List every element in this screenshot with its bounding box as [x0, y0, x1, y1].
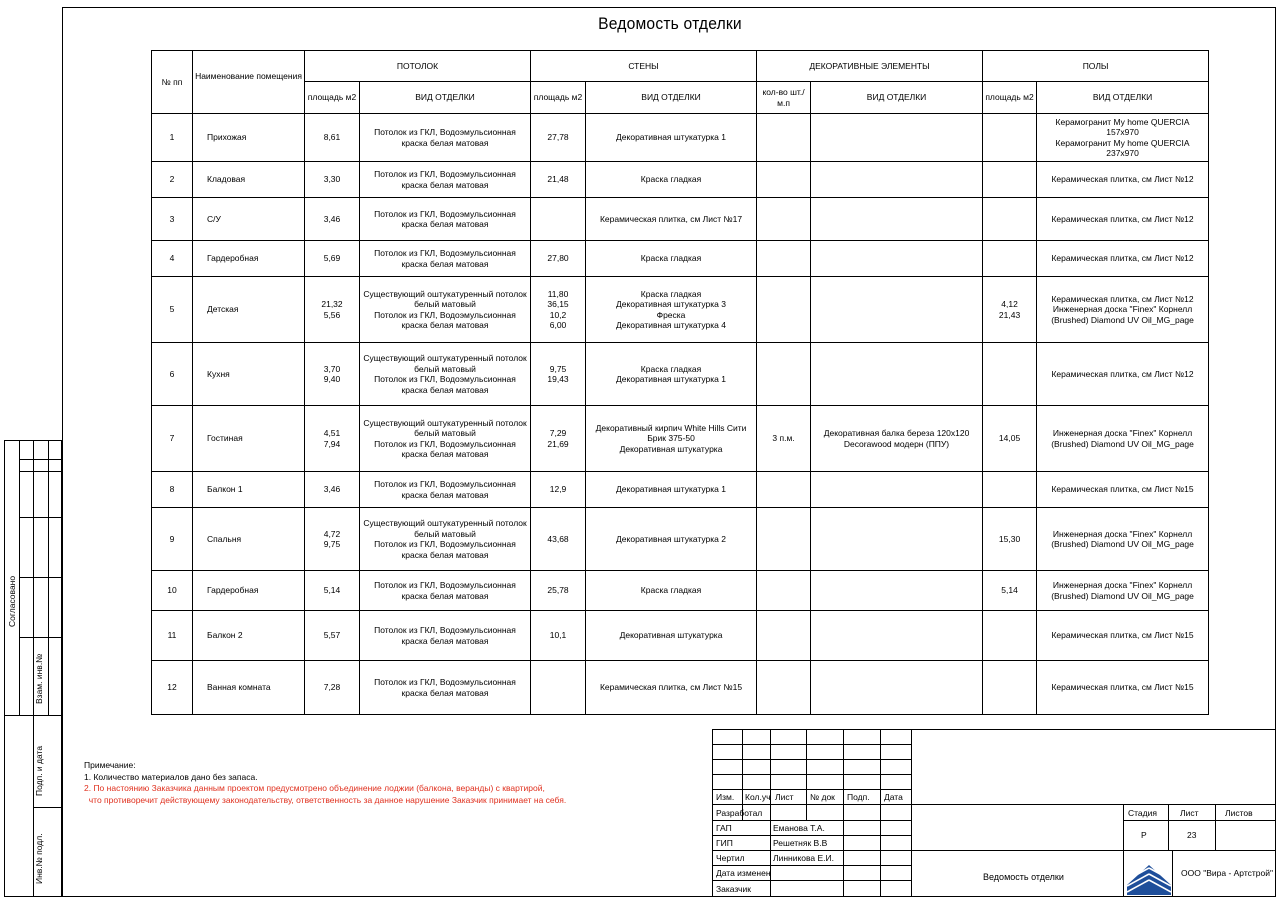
decor-finish — [811, 198, 983, 241]
floor-finish — [1037, 277, 1209, 343]
table-row — [152, 343, 1209, 406]
tb-role-5: Заказчик — [716, 884, 751, 894]
floor-finish-line: Инженерная доска "Finex" Корнелл (Brushed) Diamond UV Oil_MG_page — [1051, 528, 1194, 549]
room-name: Гардеробная — [193, 241, 305, 277]
decor-finish — [811, 508, 983, 571]
wall-area-line: 19,43 — [547, 374, 569, 384]
floor-area — [983, 571, 1037, 611]
decor-qty — [757, 611, 811, 661]
floor-finish-line: Керамогранит My home QUERCIA 157x970 — [1055, 116, 1190, 137]
header-room: Наименование помещения — [193, 51, 305, 114]
room-name: Гардеробная — [193, 571, 305, 611]
side-stamp — [4, 440, 62, 897]
tb-stage-label: Стадия — [1128, 808, 1157, 818]
ceiling-area-line: 3,46 — [323, 484, 341, 495]
tb-role-0: Разработал — [716, 808, 763, 818]
tb-name-drawer: Линникова Е.И. — [773, 853, 835, 863]
wall-finish-line: Декоративная штукатурка 1 — [616, 484, 726, 495]
floor-finish-line: Керамогранит My home QUERCIA 237x970 — [1055, 137, 1190, 158]
wall-area — [531, 343, 586, 406]
wall-area — [531, 472, 586, 508]
floor-area-line: 14,05 — [998, 433, 1021, 444]
ceiling-area — [305, 508, 360, 571]
decor-qty — [757, 162, 811, 198]
floor-area — [983, 198, 1037, 241]
floor-area — [983, 241, 1037, 277]
tb-name-gip: Решетняк В.В — [773, 838, 828, 848]
ceiling-area-line: 7,94 — [323, 438, 341, 449]
ceiling-area-line: 3,46 — [323, 213, 341, 224]
row-number: 5 — [152, 277, 193, 343]
ceiling-finish-line: Потолок из ГКЛ, Водоэмульсионная краска белая матовая — [374, 309, 516, 330]
ceiling-finish-line: Существующий оштукатуренный потолок белый матовый — [363, 518, 527, 539]
floor-finish — [1037, 241, 1209, 277]
floor-area-line: 4,12 — [1001, 299, 1018, 309]
wall-finish — [586, 406, 757, 472]
ceiling-area — [305, 472, 360, 508]
wall-finish-line: Краска гладкая — [640, 363, 702, 374]
wall-finish-line: Керамическая плитка, см Лист №17 — [599, 213, 743, 224]
header-wall-finish: ВИД ОТДЕЛКИ — [586, 82, 757, 114]
wall-finish-line: Краска гладкая — [640, 174, 702, 185]
floor-area-line: 5,14 — [1001, 585, 1018, 596]
notes — [84, 760, 566, 806]
floor-area-line: 15,30 — [998, 533, 1021, 544]
room-name: Прихожая — [193, 114, 305, 162]
wall-area — [531, 611, 586, 661]
floor-finish-line: Керамическая плитка, см Лист №15 — [1051, 630, 1194, 641]
wall-finish-line: Краска гладкая — [640, 585, 702, 596]
wall-area-line: 36,15 — [547, 299, 569, 309]
ceiling-area-line: 21,32 — [321, 299, 343, 309]
floor-area — [983, 343, 1037, 406]
header-floors: ПОЛЫ — [983, 51, 1209, 82]
table-row — [152, 508, 1209, 571]
decor-qty — [757, 508, 811, 571]
floor-finish-line: Инженерная доска "Finex" Корнелл (Brushed) Diamond UV Oil_MG_page — [1051, 304, 1194, 325]
ceiling-area-line: 3,70 — [323, 363, 341, 374]
wall-finish — [586, 472, 757, 508]
ceiling-area-line: 5,56 — [323, 309, 341, 320]
wall-area — [531, 406, 586, 472]
ceiling-finish-line: Потолок из ГКЛ, Водоэмульсионная краска белая матовая — [374, 539, 516, 560]
side-stamp-sign-date: Подп. и дата — [34, 745, 44, 796]
wall-finish-line: Фреска — [656, 309, 686, 320]
floor-finish-line: Керамическая плитка, см Лист №15 — [1051, 682, 1194, 693]
ceiling-finish-line: Существующий оштукатуренный потолок белый матовый — [363, 417, 527, 438]
wall-area-line: 27,78 — [547, 132, 569, 143]
ceiling-finish — [360, 162, 531, 198]
row-number: 11 — [152, 611, 193, 661]
ceiling-finish-line: Существующий оштукатуренный потолок белый матовый — [363, 288, 527, 309]
wall-finish-line: Краска гладкая — [640, 288, 702, 299]
wall-area-line: 10,1 — [549, 630, 567, 641]
room-name: Кухня — [193, 343, 305, 406]
decor-finish-line: Декоративная балка береза 120x120 Decorawood модерн (ППУ) — [823, 428, 970, 449]
finish-schedule-table — [151, 50, 1209, 715]
floor-finish-line: Керамическая плитка, см Лист №12 — [1051, 368, 1194, 379]
decor-finish — [811, 343, 983, 406]
side-stamp-inv-replace: Взам. инв.№ — [34, 653, 44, 704]
table-row — [152, 611, 1209, 661]
header-walls: СТЕНЫ — [531, 51, 757, 82]
ceiling-finish-line: Потолок из ГКЛ, Водоэмульсионная краска белая матовая — [374, 374, 516, 395]
room-name: Спальня — [193, 508, 305, 571]
wall-finish-line: Декоративный кирпич White Hills Сити Брик 375-50 — [595, 422, 747, 444]
floor-finish — [1037, 472, 1209, 508]
decor-finish — [811, 162, 983, 198]
notes-line-3: что противоречит действующему законодательству, ответственность за данное нарушение Заказчик принимает на себя. — [84, 794, 567, 805]
wall-finish-line: Краска гладкая — [640, 253, 702, 264]
wall-area-line: 6,00 — [549, 320, 567, 330]
header-decor-finish: ВИД ОТДЕЛКИ — [811, 82, 983, 114]
floor-area-line: 21,43 — [998, 309, 1021, 320]
floor-area — [983, 611, 1037, 661]
wall-finish-line: Декоративная штукатурка 2 — [616, 533, 726, 544]
ceiling-area-line: 4,51 — [323, 428, 341, 438]
header-decor-qty: кол-во шт./м.п — [757, 82, 811, 114]
wall-area-line: 27,80 — [547, 253, 569, 264]
decor-qty — [757, 406, 811, 472]
ceiling-area — [305, 661, 360, 715]
ceiling-finish — [360, 611, 531, 661]
wall-finish — [586, 277, 757, 343]
decor-finish — [811, 406, 983, 472]
ceiling-finish — [360, 241, 531, 277]
notes-heading: Примечание: — [84, 760, 136, 770]
row-number: 6 — [152, 343, 193, 406]
wall-area-line: 11,80 — [547, 288, 569, 299]
tb-col-list: Лист — [775, 792, 794, 802]
decor-qty — [757, 343, 811, 406]
side-stamp-inv-orig: Инв.№ подл. — [34, 833, 44, 884]
row-number: 2 — [152, 162, 193, 198]
ceiling-area-line: 7,28 — [323, 682, 341, 693]
ceiling-area — [305, 406, 360, 472]
floor-finish — [1037, 661, 1209, 715]
floor-finish-line: Инженерная доска "Finex" Корнелл (Brushed) Diamond UV Oil_MG_page — [1051, 428, 1194, 449]
wall-finish-line: Декоративная штукатурка 1 — [616, 374, 726, 384]
decor-qty — [757, 241, 811, 277]
wall-area-line: 7,29 — [549, 428, 567, 438]
wall-area-line: 21,69 — [547, 438, 569, 449]
ceiling-finish-line: Потолок из ГКЛ, Водоэмульсионная краска белая матовая — [374, 677, 516, 698]
floor-finish — [1037, 114, 1209, 162]
tb-sheet-value: 23 — [1187, 830, 1197, 840]
floor-finish-line: Керамическая плитка, см Лист №12 — [1051, 253, 1194, 264]
wall-finish — [586, 611, 757, 661]
tb-col-ndok: № док — [810, 792, 835, 802]
header-floor-finish: ВИД ОТДЕЛКИ — [1037, 82, 1209, 114]
floor-finish-line: Инженерная доска "Finex" Корнелл (Brushed) Diamond UV Oil_MG_page — [1051, 580, 1194, 601]
floor-area — [983, 114, 1037, 162]
floor-finish — [1037, 343, 1209, 406]
wall-finish — [586, 162, 757, 198]
room-name: Гостиная — [193, 406, 305, 472]
ceiling-finish-line: Потолок из ГКЛ, Водоэмульсионная краска белая матовая — [374, 127, 516, 148]
tb-col-izm: Изм. — [716, 792, 735, 802]
room-name: Ванная комната — [193, 661, 305, 715]
floor-area — [983, 406, 1037, 472]
ceiling-area — [305, 571, 360, 611]
ceiling-area — [305, 611, 360, 661]
ceiling-area — [305, 343, 360, 406]
floor-finish — [1037, 611, 1209, 661]
ceiling-finish — [360, 198, 531, 241]
ceiling-area-line: 5,14 — [323, 585, 341, 596]
floor-finish-line: Керамическая плитка, см Лист №12 — [1051, 293, 1194, 304]
wall-area — [531, 661, 586, 715]
floor-finish — [1037, 571, 1209, 611]
wall-finish — [586, 571, 757, 611]
decor-qty — [757, 198, 811, 241]
wall-area-line: 25,78 — [547, 585, 569, 596]
tb-role-3: Чертил — [716, 853, 745, 863]
page-title: Ведомость отделки — [598, 14, 742, 33]
ceiling-finish-line: Существующий оштукатуренный потолок белый матовый — [363, 353, 527, 374]
table-row — [152, 406, 1209, 472]
decor-finish — [811, 472, 983, 508]
header-ceiling: ПОТОЛОК — [305, 51, 531, 82]
table-row — [152, 241, 1209, 277]
header-num: № пп — [152, 51, 193, 114]
ceiling-area — [305, 114, 360, 162]
row-number: 10 — [152, 571, 193, 611]
ceiling-area-line: 5,57 — [323, 630, 341, 641]
row-number: 3 — [152, 198, 193, 241]
table-row — [152, 472, 1209, 508]
tb-col-koluch: Кол.уч — [745, 792, 771, 802]
tb-company: ООО "Вира - Артстрой" — [1181, 868, 1274, 878]
floor-finish-line: Керамическая плитка, см Лист №15 — [1051, 484, 1194, 495]
room-name: Детская — [193, 277, 305, 343]
wall-finish — [586, 241, 757, 277]
decor-finish — [811, 571, 983, 611]
decor-finish — [811, 277, 983, 343]
wall-finish — [586, 508, 757, 571]
wall-finish-line: Керамическая плитка, см Лист №15 — [599, 682, 743, 693]
wall-finish-line: Декоративная штукатурка — [619, 443, 723, 454]
row-number: 1 — [152, 114, 193, 162]
side-stamp-agreed: Согласовано — [7, 575, 17, 627]
floor-finish — [1037, 198, 1209, 241]
decor-finish — [811, 241, 983, 277]
tb-sheets-label: Листов — [1225, 808, 1253, 818]
floor-area — [983, 162, 1037, 198]
tb-stage-value: Р — [1141, 830, 1147, 840]
wall-area — [531, 198, 586, 241]
ceiling-area-line: 4,72 — [323, 528, 341, 539]
header-ceiling-area: площадь м2 — [305, 82, 360, 114]
table-row — [152, 198, 1209, 241]
ceiling-finish — [360, 343, 531, 406]
floor-area — [983, 472, 1037, 508]
wall-finish — [586, 661, 757, 715]
notes-line-2: 2. По настоянию Заказчика данным проектом предусмотрено объединение лоджии (балкона, веранды) с квартирой, — [84, 783, 545, 793]
floor-area — [983, 277, 1037, 343]
header-wall-area: площадь м2 — [531, 82, 586, 114]
wall-finish — [586, 114, 757, 162]
ceiling-area-line: 9,40 — [323, 374, 341, 384]
decor-finish — [811, 661, 983, 715]
header-decor: ДЕКОРАТИВНЫЕ ЭЛЕМЕНТЫ — [757, 51, 983, 82]
decor-qty — [757, 472, 811, 508]
wall-area — [531, 508, 586, 571]
floor-finish — [1037, 162, 1209, 198]
ceiling-finish-line: Потолок из ГКЛ, Водоэмульсионная краска белая матовая — [374, 169, 516, 190]
ceiling-finish — [360, 114, 531, 162]
decor-qty-line: 3 п.м. — [772, 433, 795, 444]
ceiling-finish-line: Потолок из ГКЛ, Водоэмульсионная краска белая матовая — [374, 479, 516, 500]
row-number: 12 — [152, 661, 193, 715]
ceiling-finish-line: Потолок из ГКЛ, Водоэмульсионная краска белая матовая — [374, 208, 516, 229]
tb-name-gap: Еманова Т.А. — [773, 823, 825, 833]
company-logo-icon — [1127, 855, 1171, 895]
ceiling-finish — [360, 508, 531, 571]
tb-role-1: ГАП — [716, 823, 732, 833]
ceiling-area — [305, 198, 360, 241]
table-row — [152, 661, 1209, 715]
header-floor-area: площадь м2 — [983, 82, 1037, 114]
room-name: Кладовая — [193, 162, 305, 198]
wall-finish-line: Декоративная штукатурка — [619, 630, 723, 641]
ceiling-finish-line: Потолок из ГКЛ, Водоэмульсионная краска белая матовая — [374, 625, 516, 646]
ceiling-finish-line: Потолок из ГКЛ, Водоэмульсионная краска белая матовая — [374, 248, 516, 269]
wall-area — [531, 277, 586, 343]
wall-area — [531, 241, 586, 277]
ceiling-finish-line: Потолок из ГКЛ, Водоэмульсионная краска белая матовая — [374, 580, 516, 601]
row-number: 7 — [152, 406, 193, 472]
room-name: С/У — [193, 198, 305, 241]
ceiling-area-line: 8,61 — [323, 132, 341, 143]
room-name: Балкон 1 — [193, 472, 305, 508]
notes-line-1: 1. Количество материалов дано без запаса. — [84, 771, 258, 782]
header-ceiling-finish: ВИД ОТДЕЛКИ — [360, 82, 531, 114]
row-number: 4 — [152, 241, 193, 277]
floor-area — [983, 661, 1037, 715]
row-number: 9 — [152, 508, 193, 571]
decor-qty — [757, 277, 811, 343]
wall-area-line: 43,68 — [547, 533, 569, 544]
decor-qty — [757, 114, 811, 162]
wall-area — [531, 571, 586, 611]
ceiling-area — [305, 241, 360, 277]
ceiling-finish — [360, 472, 531, 508]
ceiling-area — [305, 277, 360, 343]
table-row — [152, 571, 1209, 611]
ceiling-finish-line: Потолок из ГКЛ, Водоэмульсионная краска белая матовая — [374, 438, 516, 459]
wall-area — [531, 162, 586, 198]
ceiling-area-line: 3,30 — [323, 174, 341, 185]
ceiling-area — [305, 162, 360, 198]
ceiling-area-line: 5,69 — [323, 253, 341, 264]
floor-finish — [1037, 406, 1209, 472]
ceiling-finish — [360, 571, 531, 611]
ceiling-finish — [360, 661, 531, 715]
floor-area — [983, 508, 1037, 571]
tb-sheet-label: Лист — [1180, 808, 1199, 818]
ceiling-finish — [360, 277, 531, 343]
wall-finish-line: Декоративная штукатурка 1 — [616, 132, 726, 143]
tb-doc-title: Ведомость отделки — [983, 872, 1064, 882]
decor-finish — [811, 114, 983, 162]
tb-col-podp: Подп. — [847, 792, 870, 802]
wall-area-line: 9,75 — [549, 363, 567, 374]
room-name: Балкон 2 — [193, 611, 305, 661]
table-row — [152, 162, 1209, 198]
tb-role-4: Дата изменен — [716, 868, 771, 878]
wall-finish-line: Декоративная штукатурка 4 — [616, 320, 726, 330]
ceiling-area-line: 9,75 — [323, 539, 341, 549]
tb-col-data: Дата — [884, 792, 903, 802]
wall-area-line: 21,48 — [547, 174, 569, 185]
floor-finish-line: Керамическая плитка, см Лист №12 — [1051, 213, 1194, 224]
wall-area-line: 12,9 — [549, 484, 567, 495]
wall-finish-line: Декоративная штукатурка 3 — [616, 299, 726, 309]
floor-finish-line: Керамическая плитка, см Лист №12 — [1051, 174, 1194, 185]
floor-finish — [1037, 508, 1209, 571]
decor-finish — [811, 611, 983, 661]
decor-qty — [757, 661, 811, 715]
table-row — [152, 277, 1209, 343]
wall-area-line: 10,2 — [549, 309, 567, 320]
tb-role-2: ГИП — [716, 838, 733, 848]
ceiling-finish — [360, 406, 531, 472]
decor-qty — [757, 571, 811, 611]
table-row — [152, 114, 1209, 162]
wall-finish — [586, 198, 757, 241]
wall-finish — [586, 343, 757, 406]
wall-area — [531, 114, 586, 162]
row-number: 8 — [152, 472, 193, 508]
